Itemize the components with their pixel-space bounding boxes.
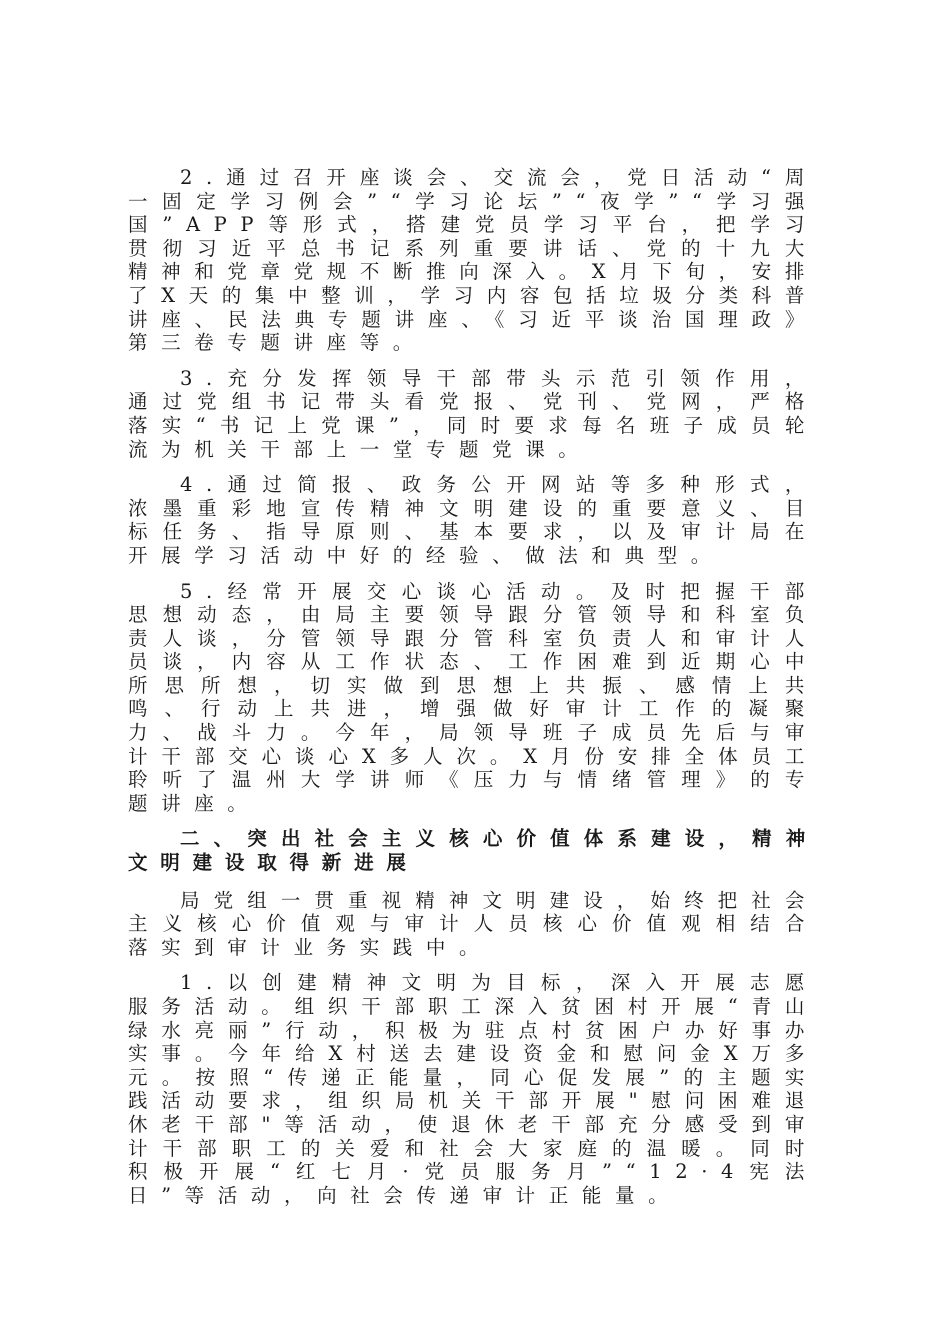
- section-heading: 二、突出社会主义核心价值体系建设，精神文明建设取得新进展: [128, 827, 818, 875]
- section-intro-paragraph: 局党组一贯重视精神文明建设，始终把社会主义核心价值观与审计人员核心价值观相结合落实到审计业务实践中。: [128, 888, 818, 959]
- section-item-1-paragraph: 1.以创建精神文明为目标，深入开展志愿服务活动。组织干部职工深入贫困村开展“青山绿水亮丽”行动，积极为驻点村贫困户办好事办实事。今年给X村送去建设资金和慰问金X万多元。按照“传递正能量，同心促发展”的主题实践活动要求，组织局机关干部开展"慰问困难退休老干部"等活动，使退休老干部充分感受到审计干部职工的关爱和社会大家庭的温暖。同时积极开展“红七月·党员服务月”“12·4宪法日”等活动，向社会传递审计正能量。: [128, 971, 818, 1207]
- paragraph-item-3: 3.充分发挥领导干部带头示范引领作用，通过党组书记带头看党报、党刊、党网，严格落实“书记上党课”，同时要求每名班子成员轮流为机关干部上一堂专题党课。: [128, 366, 818, 461]
- paragraph-item-2: 2.通过召开座谈会、交流会，党日活动“周一固定学习例会”“学习论坛”“夜学”“学习强国”APP等形式，搭建党员学习平台，把学习贯彻习近平总书记系列重要讲话、党的十九大精神和党章党规不断推向深入。X月下旬，安排了X天的集中整训，学习内容包括垃圾分类科普讲座、民法典专题讲座、《习近平谈治国理政》第三卷专题讲座等。: [128, 166, 818, 355]
- paragraph-item-4: 4.通过简报、政务公开网站等多种形式，浓墨重彩地宣传精神文明建设的重要意义、目标任务、指导原则、基本要求，以及审计局在开展学习活动中好的经验、做法和典型。: [128, 473, 818, 567]
- paragraph-item-5: 5.经常开展交心谈心活动。及时把握干部思想动态，由局主要领导跟分管领导和科室负责人谈，分管领导跟分管科室负责人和审计人员谈，内容从工作状态、工作困难到近期心中所思所想，切实做到思想上共振、感情上共鸣、行动上共进，增强做好审计工作的凝聚力、战斗力。今年，局领导班子成员先后与审计干部交心谈心X多人次。X月份安排全体员工聆听了温州大学讲师《压力与情绪管理》的专题讲座。: [128, 579, 818, 815]
- document-page: [128, 166, 818, 1219]
